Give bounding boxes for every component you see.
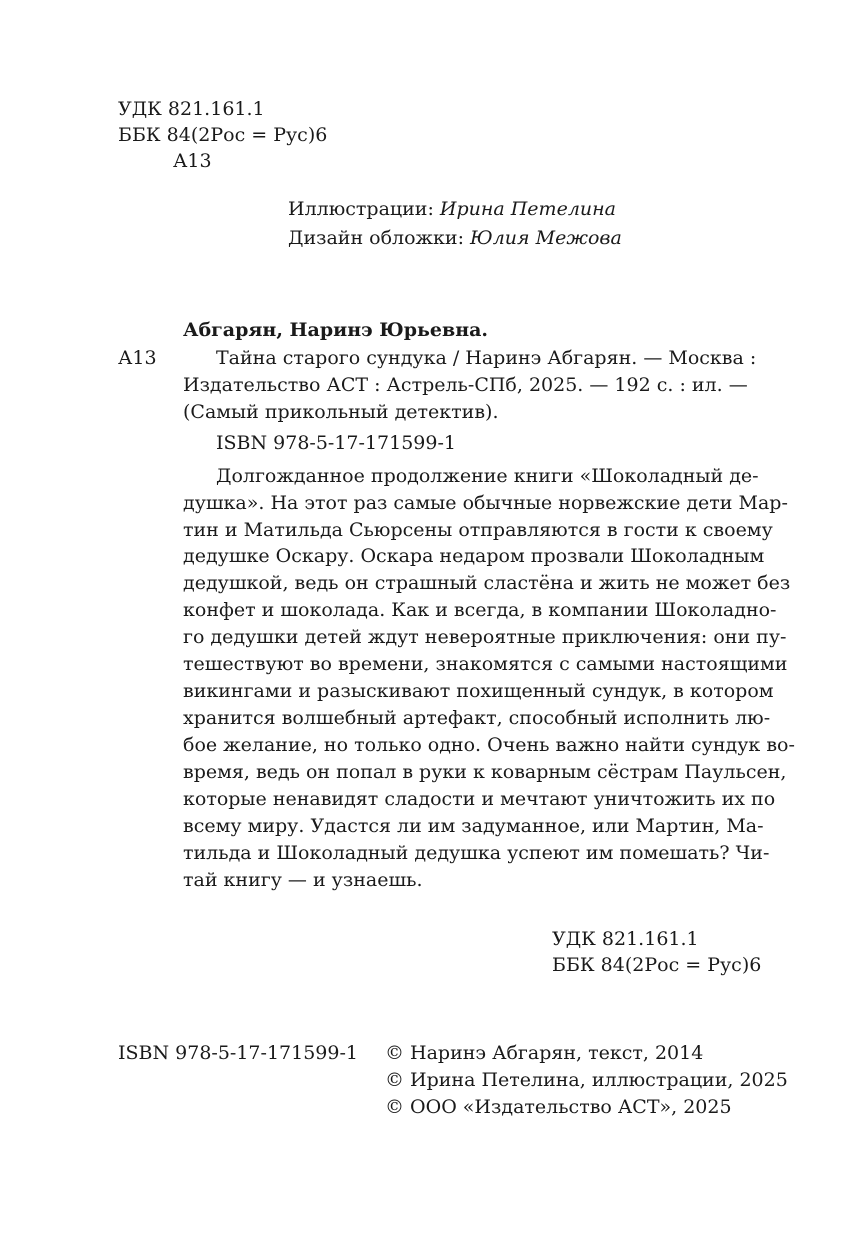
copyright-line: © Наринэ Абгарян, текст, 2014 <box>385 1042 704 1064</box>
copyright-line: © Ирина Петелина, иллюстрации, 2025 <box>385 1069 788 1091</box>
illustrations-label: Иллюстрации: <box>288 198 434 220</box>
author-heading: Абгарян, Наринэ Юрьевна. <box>183 319 489 341</box>
annotation-line: тильда и Шоколадный дедушка успеют им помешать? Чи- <box>183 842 770 864</box>
annotation-line: викингами и разыскивают похищенный сундук, в котором <box>183 680 774 702</box>
copyright-line: © ООО «Издательство АСТ», 2025 <box>385 1096 732 1118</box>
bbk-code-bottom: ББК 84(2Рос = Рус)6 <box>552 954 762 976</box>
description-line: Издательство АСТ : Астрель-СПб, 2025. — 192 с. : ил. — <box>183 374 748 396</box>
cover-designer-name: Юлия Межова <box>470 227 622 249</box>
illustrations-credit <box>288 196 616 222</box>
annotation-line: тешествуют во времени, знакомятся с самыми настоящими <box>183 653 788 675</box>
cover-design-credit <box>288 225 622 251</box>
annotation-line: всему миру. Удастся ли им задуманное, или Мартин, Ма- <box>183 815 764 837</box>
annotation-line: душка». На этот раз самые обычные норвежские дети Мар- <box>183 492 788 514</box>
annotation-line: го дедушки детей ждут невероятные приключения: они пу- <box>183 626 787 648</box>
annotation-line: Долгожданное продолжение книги «Шоколадный де- <box>216 465 759 487</box>
annotation-line: бое желание, но только одно. Очень важно найти сундук во- <box>183 734 795 756</box>
udk-code-top: УДК 821.161.1 <box>118 98 265 120</box>
annotation-line: дедушке Оскару. Оскара недаром прозвали Шоколадным <box>183 545 765 567</box>
annotation-line: время, ведь он попал в руки к коварным сёстрам Паульсен, <box>183 761 787 783</box>
annotation-line: хранится волшебный артефакт, способный исполнить лю- <box>183 707 771 729</box>
annotation-line: конфет и шоколада. Как и всегда, в компании Шоколадно- <box>183 599 777 621</box>
description-line: (Самый прикольный детектив). <box>183 401 499 423</box>
udk-code-bottom: УДК 821.161.1 <box>552 928 699 950</box>
illustrator-name: Ирина Петелина <box>439 198 616 220</box>
author-mark-top: А13 <box>173 150 212 172</box>
annotation-line: дедушкой, ведь он страшный сластёна и жить не может без <box>183 572 791 594</box>
annotation-line: тай книгу — и узнаешь. <box>183 869 423 891</box>
isbn-entry: ISBN 978-5-17-171599-1 <box>216 432 456 454</box>
author-mark-entry: А13 <box>118 347 157 369</box>
bbk-code-top: ББК 84(2Рос = Рус)6 <box>118 124 328 146</box>
annotation-line: которые ненавидят сладости и мечтают уничтожить их по <box>183 788 776 810</box>
isbn-footer: ISBN 978-5-17-171599-1 <box>118 1042 358 1064</box>
cover-design-label: Дизайн обложки: <box>288 227 464 249</box>
annotation-line: тин и Матильда Сьюрсены отправляются в гости к своему <box>183 519 773 541</box>
description-line: Тайна старого сундука / Наринэ Абгарян. — Москва : <box>216 347 757 369</box>
